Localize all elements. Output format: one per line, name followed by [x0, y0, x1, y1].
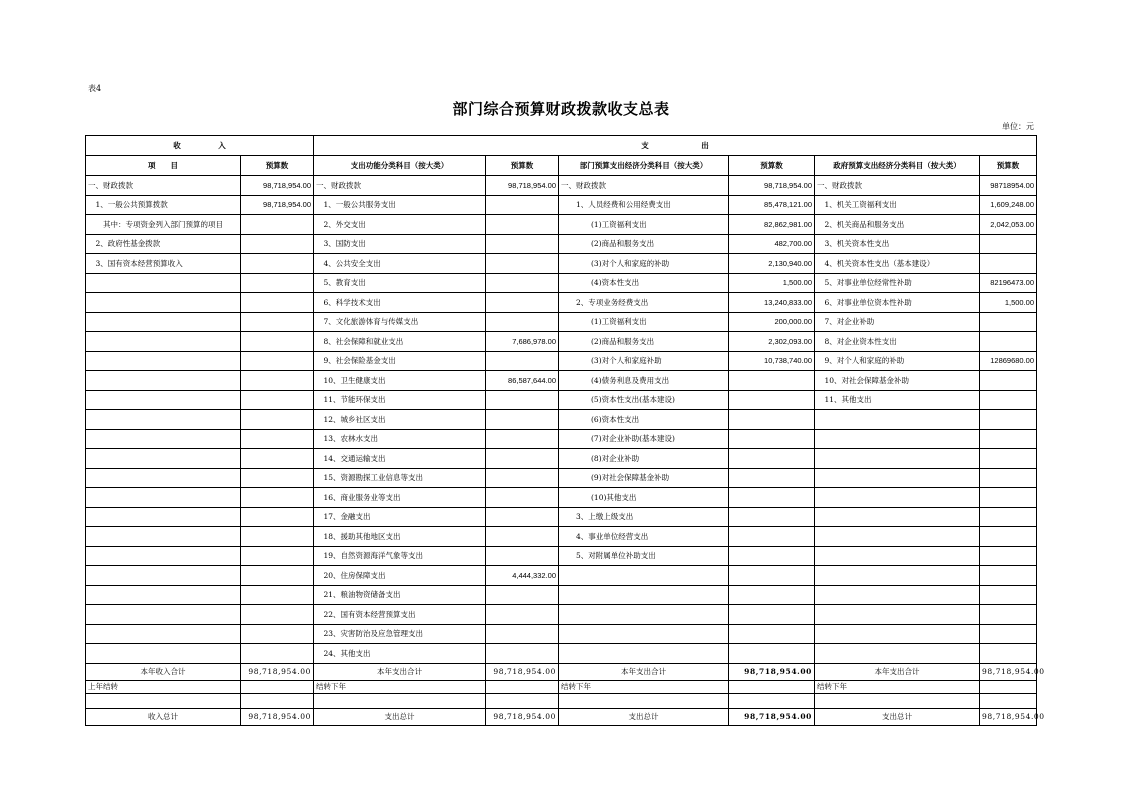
income-amount — [241, 254, 314, 274]
column-header: 政府预算支出经济分类科目（按大类） — [815, 156, 980, 176]
column-header: 支出功能分类科目（按大类） — [314, 156, 486, 176]
dept-economic-category: (3)对个人和家庭的补助 — [559, 254, 729, 274]
gov-economic-amount — [980, 566, 1037, 586]
gov-economic-amount: 98718954.00 — [980, 176, 1037, 196]
income-item: 3、国有资本经营预算收入 — [86, 254, 241, 274]
page-title: 部门综合预算财政拨款收支总表 — [452, 100, 670, 118]
function-amount — [486, 273, 559, 293]
dept-economic-category: 一、财政拨款 — [559, 176, 729, 196]
column-header: 预算数 — [980, 156, 1037, 176]
table-row — [86, 351, 1037, 371]
blank-cell — [486, 693, 559, 708]
income-amount — [241, 215, 314, 235]
dept-economic-amount: 98,718,954.00 — [729, 176, 815, 196]
income-item: 2、政府性基金拨款 — [86, 234, 241, 254]
dept-economic-category: 4、事业单位经营支出 — [559, 527, 729, 547]
gov-economic-category: 10、对社会保障基金补助 — [815, 371, 980, 391]
dept-economic-category: (6)资本性支出 — [559, 410, 729, 430]
gov-economic-amount — [980, 429, 1037, 449]
dept-economic-amount — [729, 644, 815, 664]
gov-economic-category — [815, 605, 980, 625]
income-amount — [241, 644, 314, 664]
income-amount — [241, 410, 314, 430]
table-row — [86, 312, 1037, 332]
blank-cell — [559, 693, 729, 708]
function-category: 23、灾害防治及应急管理支出 — [314, 624, 486, 644]
blank-cell — [729, 693, 815, 708]
table-row — [86, 644, 1037, 664]
gov-economic-category: 9、对个人和家庭的补助 — [815, 351, 980, 371]
dept-economic-amount — [729, 566, 815, 586]
function-category: 8、社会保障和就业支出 — [314, 332, 486, 352]
dept-economic-amount — [729, 527, 815, 547]
function-category: 15、资源勘探工业信息等支出 — [314, 468, 486, 488]
total-label: 本年支出合计 — [314, 663, 486, 680]
function-amount — [486, 527, 559, 547]
carryover-label: 结转下年 — [815, 680, 980, 693]
function-amount — [486, 429, 559, 449]
carryover-value — [241, 680, 314, 693]
gov-economic-amount: 1,609,248.00 — [980, 195, 1037, 215]
gov-economic-category: 6、对事业单位资本性补助 — [815, 293, 980, 313]
dept-economic-amount: 482,700.00 — [729, 234, 815, 254]
table-row — [86, 585, 1037, 605]
gov-economic-amount — [980, 507, 1037, 527]
income-item — [86, 390, 241, 410]
income-item: 一、财政拨款 — [86, 176, 241, 196]
dept-economic-amount — [729, 429, 815, 449]
dept-economic-amount: 200,000.00 — [729, 312, 815, 332]
income-item — [86, 605, 241, 625]
income-amount — [241, 605, 314, 625]
total-label: 本年支出合计 — [815, 663, 980, 680]
function-category: 22、国有资本经营预算支出 — [314, 605, 486, 625]
dept-economic-amount — [729, 585, 815, 605]
dept-economic-amount: 2,130,940.00 — [729, 254, 815, 274]
dept-economic-category: 1、人员经费和公用经费支出 — [559, 195, 729, 215]
function-amount — [486, 546, 559, 566]
dept-economic-amount — [729, 488, 815, 508]
gov-economic-amount — [980, 546, 1037, 566]
carryover-value — [980, 680, 1037, 693]
function-amount: 7,686,978.00 — [486, 332, 559, 352]
gov-economic-amount: 82196473.00 — [980, 273, 1037, 293]
income-item: 1、一般公共预算拨款 — [86, 195, 241, 215]
carryover-label: 结转下年 — [559, 680, 729, 693]
grand-total-value: 98,718,954.00 — [980, 708, 1037, 725]
income-item — [86, 507, 241, 527]
income-amount — [241, 351, 314, 371]
gov-economic-amount — [980, 312, 1037, 332]
function-category: 6、科学技术支出 — [314, 293, 486, 313]
dept-economic-amount: 13,240,833.00 — [729, 293, 815, 313]
table-number-tag: 表4 — [88, 84, 102, 93]
dept-economic-amount — [729, 546, 815, 566]
function-category: 10、卫生健康支出 — [314, 371, 486, 391]
function-category: 1、一般公共服务支出 — [314, 195, 486, 215]
table-row — [86, 410, 1037, 430]
gov-economic-category — [815, 468, 980, 488]
dept-economic-category: (7)对企业补助(基本建设) — [559, 429, 729, 449]
function-amount — [486, 468, 559, 488]
dept-economic-category: (8)对企业补助 — [559, 449, 729, 469]
gov-economic-category — [815, 527, 980, 547]
dept-economic-category: 3、上缴上级支出 — [559, 507, 729, 527]
gov-economic-amount — [980, 234, 1037, 254]
gov-economic-category — [815, 507, 980, 527]
gov-economic-category: 11、其他支出 — [815, 390, 980, 410]
table-row — [86, 176, 1037, 196]
table-row — [86, 234, 1037, 254]
income-item — [86, 585, 241, 605]
table-row — [86, 624, 1037, 644]
dept-economic-amount: 82,862,981.00 — [729, 215, 815, 235]
total-value: 98,718,954.00 — [486, 663, 559, 680]
income-amount — [241, 468, 314, 488]
dept-economic-category: (10)其他支出 — [559, 488, 729, 508]
gov-economic-category — [815, 624, 980, 644]
dept-economic-category: (1)工资福利支出 — [559, 312, 729, 332]
dept-economic-category — [559, 624, 729, 644]
table-row — [86, 488, 1037, 508]
total-value: 98,718,954.00 — [980, 663, 1037, 680]
function-amount — [486, 254, 559, 274]
blank-cell — [241, 693, 314, 708]
income-item — [86, 273, 241, 293]
dept-economic-amount — [729, 371, 815, 391]
gov-economic-amount — [980, 332, 1037, 352]
income-amount: 98,718,954.00 — [241, 176, 314, 196]
function-category: 19、自然资源海洋气象等支出 — [314, 546, 486, 566]
income-item: 其中：专项资金列入部门预算的项目 — [86, 215, 241, 235]
function-amount — [486, 605, 559, 625]
expense-section-header: 支 出 — [314, 136, 1037, 156]
function-category: 3、国防支出 — [314, 234, 486, 254]
dept-economic-amount: 1,500.00 — [729, 273, 815, 293]
table-row — [86, 332, 1037, 352]
income-amount — [241, 371, 314, 391]
income-item — [86, 332, 241, 352]
gov-economic-amount: 2,042,053.00 — [980, 215, 1037, 235]
table-row — [86, 546, 1037, 566]
dept-economic-category: (4)债务利息及费用支出 — [559, 371, 729, 391]
blank-cell — [86, 693, 241, 708]
dept-economic-amount — [729, 507, 815, 527]
table-row — [86, 215, 1037, 235]
income-amount: 98,718,954.00 — [241, 195, 314, 215]
income-section-header: 收 入 — [86, 136, 314, 156]
dept-economic-category — [559, 566, 729, 586]
gov-economic-category — [815, 410, 980, 430]
grand-total-label: 收入总计 — [86, 708, 241, 725]
function-amount: 4,444,332.00 — [486, 566, 559, 586]
grand-total-label: 支出总计 — [559, 708, 729, 725]
dept-economic-category: 5、对附属单位补助支出 — [559, 546, 729, 566]
dept-economic-amount: 2,302,093.00 — [729, 332, 815, 352]
annual-total-row — [86, 663, 1037, 680]
dept-economic-amount: 10,738,740.00 — [729, 351, 815, 371]
carryover-row — [86, 680, 1037, 693]
income-item — [86, 351, 241, 371]
gov-economic-amount — [980, 488, 1037, 508]
dept-economic-category: 2、专项业务经费支出 — [559, 293, 729, 313]
function-amount — [486, 390, 559, 410]
column-header-row — [86, 156, 1037, 176]
carryover-value — [486, 680, 559, 693]
gov-economic-amount — [980, 468, 1037, 488]
table-row — [86, 566, 1037, 586]
function-amount — [486, 410, 559, 430]
table-row — [86, 195, 1037, 215]
table-row — [86, 605, 1037, 625]
function-amount — [486, 351, 559, 371]
table-row — [86, 273, 1037, 293]
income-item — [86, 644, 241, 664]
income-item — [86, 371, 241, 391]
gov-economic-category: 2、机关商品和服务支出 — [815, 215, 980, 235]
income-amount — [241, 293, 314, 313]
function-category: 24、其他支出 — [314, 644, 486, 664]
total-label: 本年支出合计 — [559, 663, 729, 680]
grand-total-value: 98,718,954.00 — [241, 708, 314, 725]
function-category: 13、农林水支出 — [314, 429, 486, 449]
income-amount — [241, 332, 314, 352]
gov-economic-category — [815, 429, 980, 449]
unit-label: 单位：元 — [1002, 122, 1034, 131]
gov-economic-category: 7、对企业补助 — [815, 312, 980, 332]
income-amount — [241, 273, 314, 293]
gov-economic-category — [815, 644, 980, 664]
column-header: 预算数 — [486, 156, 559, 176]
function-amount — [486, 507, 559, 527]
dept-economic-category: (3)对个人和家庭补助 — [559, 351, 729, 371]
dept-economic-amount: 85,478,121.00 — [729, 195, 815, 215]
function-category: 11、节能环保支出 — [314, 390, 486, 410]
table-row — [86, 527, 1037, 547]
income-item — [86, 293, 241, 313]
function-amount — [486, 624, 559, 644]
gov-economic-amount — [980, 254, 1037, 274]
income-item — [86, 312, 241, 332]
budget-summary-table — [85, 135, 1045, 726]
function-amount — [486, 312, 559, 332]
income-item — [86, 546, 241, 566]
dept-economic-amount — [729, 605, 815, 625]
blank-cell — [314, 693, 486, 708]
income-amount — [241, 429, 314, 449]
total-label: 本年收入合计 — [86, 663, 241, 680]
income-amount — [241, 624, 314, 644]
income-amount — [241, 546, 314, 566]
function-category: 7、文化旅游体育与传媒支出 — [314, 312, 486, 332]
income-item — [86, 527, 241, 547]
grand-total-row — [86, 708, 1037, 725]
gov-economic-category — [815, 585, 980, 605]
gov-economic-amount — [980, 371, 1037, 391]
function-category: 18、援助其他地区支出 — [314, 527, 486, 547]
function-category: 20、住房保障支出 — [314, 566, 486, 586]
section-header-row — [86, 136, 1037, 156]
gov-economic-amount — [980, 390, 1037, 410]
gov-economic-category — [815, 566, 980, 586]
gov-economic-category — [815, 449, 980, 469]
total-value: 98,718,954.00 — [729, 663, 815, 680]
blank-cell — [980, 693, 1037, 708]
function-amount — [486, 195, 559, 215]
dept-economic-amount — [729, 449, 815, 469]
function-amount — [486, 293, 559, 313]
function-category: 2、外交支出 — [314, 215, 486, 235]
gov-economic-amount — [980, 585, 1037, 605]
function-amount — [486, 488, 559, 508]
dept-economic-amount — [729, 410, 815, 430]
income-item — [86, 488, 241, 508]
dept-economic-category: (4)资本性支出 — [559, 273, 729, 293]
grand-total-label: 支出总计 — [815, 708, 980, 725]
function-amount — [486, 585, 559, 605]
dept-economic-amount — [729, 624, 815, 644]
function-amount — [486, 449, 559, 469]
gov-economic-category — [815, 488, 980, 508]
function-category: 一、财政拨款 — [314, 176, 486, 196]
dept-economic-category — [559, 644, 729, 664]
dept-economic-category: (2)商品和服务支出 — [559, 332, 729, 352]
carryover-label: 结转下年 — [314, 680, 486, 693]
dept-economic-category: (5)资本性支出(基本建设) — [559, 390, 729, 410]
grand-total-value: 98,718,954.00 — [729, 708, 815, 725]
dept-economic-category — [559, 585, 729, 605]
table-row — [86, 507, 1037, 527]
income-amount — [241, 449, 314, 469]
carryover-label: 上年结转 — [86, 680, 241, 693]
gov-economic-amount — [980, 410, 1037, 430]
gov-economic-category: 一、财政拨款 — [815, 176, 980, 196]
gov-economic-category: 4、机关资本性支出（基本建设） — [815, 254, 980, 274]
income-item — [86, 449, 241, 469]
dept-economic-category: (1)工资福利支出 — [559, 215, 729, 235]
function-category: 9、社会保险基金支出 — [314, 351, 486, 371]
grand-total-label: 支出总计 — [314, 708, 486, 725]
gov-economic-amount — [980, 527, 1037, 547]
gov-economic-category: 5、对事业单位经常性补助 — [815, 273, 980, 293]
income-item — [86, 468, 241, 488]
function-category: 17、金融支出 — [314, 507, 486, 527]
income-item — [86, 429, 241, 449]
function-amount: 86,587,644.00 — [486, 371, 559, 391]
gov-economic-amount: 12869680.00 — [980, 351, 1037, 371]
gov-economic-category: 8、对企业资本性支出 — [815, 332, 980, 352]
total-value: 98,718,954.00 — [241, 663, 314, 680]
income-item — [86, 410, 241, 430]
income-amount — [241, 527, 314, 547]
function-category: 21、粮油物资储备支出 — [314, 585, 486, 605]
income-amount — [241, 312, 314, 332]
gov-economic-amount — [980, 449, 1037, 469]
table-row — [86, 293, 1037, 313]
grand-total-value: 98,718,954.00 — [486, 708, 559, 725]
function-amount — [486, 644, 559, 664]
carryover-value — [729, 680, 815, 693]
function-amount: 98,718,954.00 — [486, 176, 559, 196]
function-category: 5、教育支出 — [314, 273, 486, 293]
blank-cell — [815, 693, 980, 708]
dept-economic-amount — [729, 390, 815, 410]
column-header: 部门预算支出经济分类科目（按大类） — [559, 156, 729, 176]
column-header: 项 目 — [86, 156, 241, 176]
function-category: 4、公共安全支出 — [314, 254, 486, 274]
gov-economic-amount — [980, 605, 1037, 625]
income-amount — [241, 390, 314, 410]
gov-economic-category: 3、机关资本性支出 — [815, 234, 980, 254]
income-amount — [241, 566, 314, 586]
gov-economic-amount — [980, 644, 1037, 664]
table-row — [86, 449, 1037, 469]
gov-economic-amount — [980, 624, 1037, 644]
function-category: 14、交通运输支出 — [314, 449, 486, 469]
gov-economic-category: 1、机关工资福利支出 — [815, 195, 980, 215]
function-category: 16、商业服务业等支出 — [314, 488, 486, 508]
function-amount — [486, 234, 559, 254]
table-row — [86, 468, 1037, 488]
dept-economic-category: (2)商品和服务支出 — [559, 234, 729, 254]
gov-economic-category — [815, 546, 980, 566]
dept-economic-category: (9)对社会保障基金补助 — [559, 468, 729, 488]
function-category: 12、城乡社区支出 — [314, 410, 486, 430]
table-row — [86, 429, 1037, 449]
blank-row — [86, 693, 1037, 708]
function-amount — [486, 215, 559, 235]
income-amount — [241, 234, 314, 254]
table-row — [86, 254, 1037, 274]
dept-economic-amount — [729, 468, 815, 488]
column-header: 预算数 — [729, 156, 815, 176]
income-item — [86, 566, 241, 586]
income-amount — [241, 488, 314, 508]
gov-economic-amount: 1,500.00 — [980, 293, 1037, 313]
income-amount — [241, 507, 314, 527]
table-row — [86, 390, 1037, 410]
income-amount — [241, 585, 314, 605]
dept-economic-category — [559, 605, 729, 625]
income-item — [86, 624, 241, 644]
table-row — [86, 371, 1037, 391]
column-header: 预算数 — [241, 156, 314, 176]
